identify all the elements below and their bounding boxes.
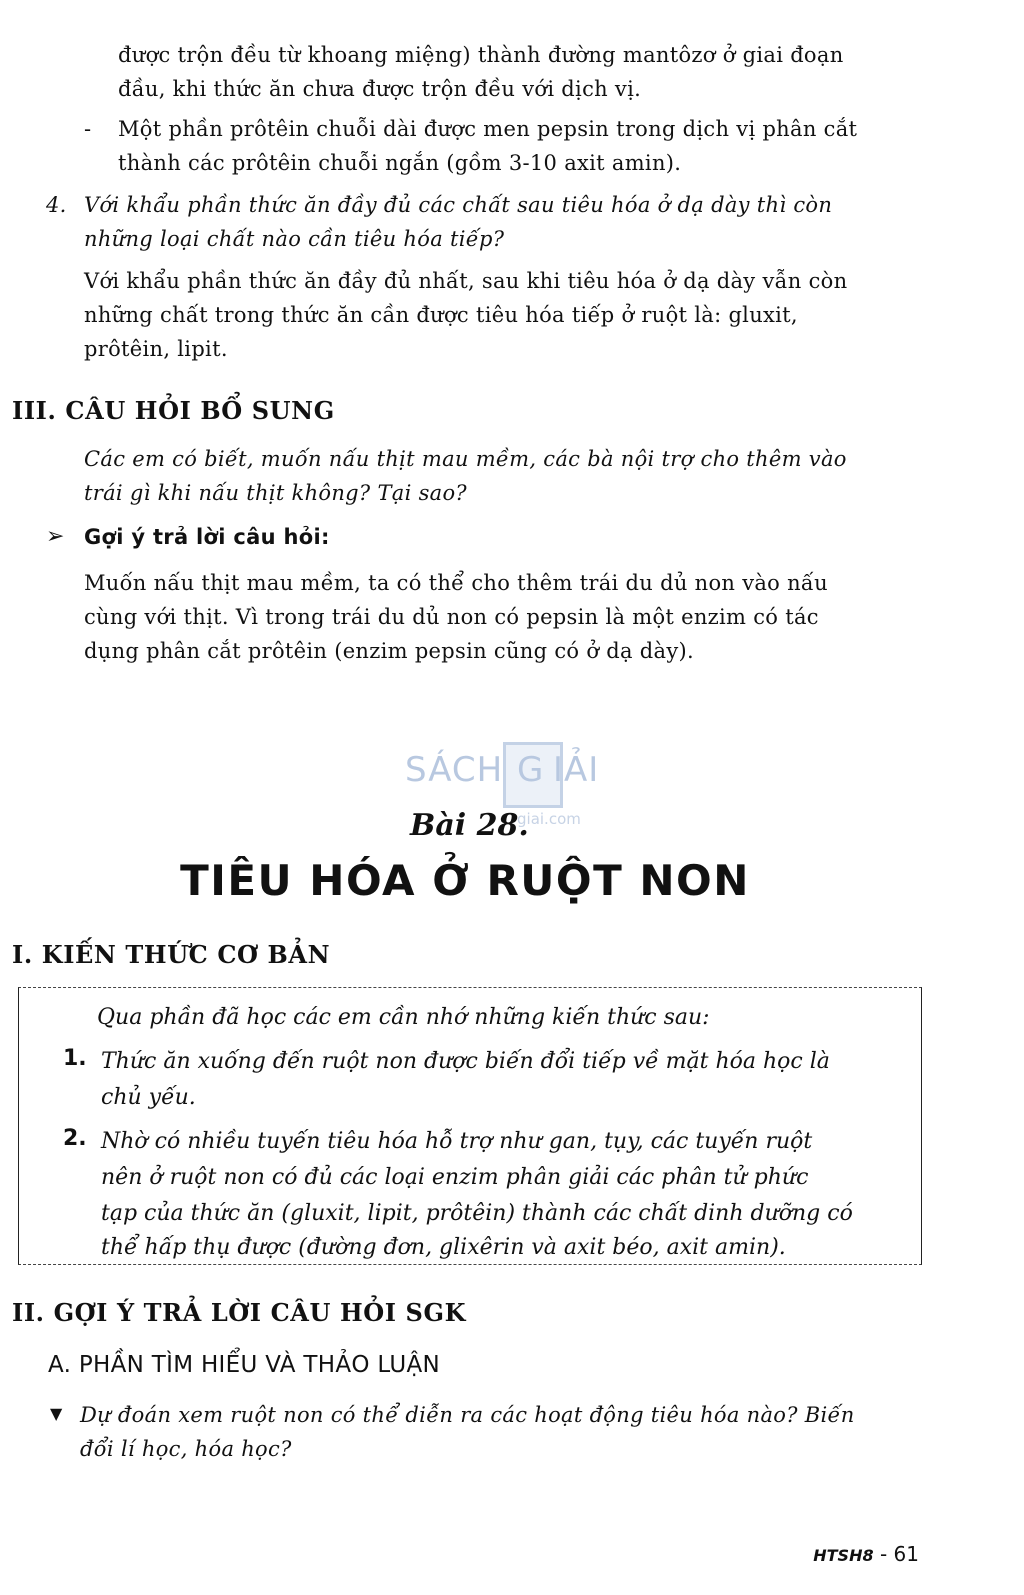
- watermark-text: G: [517, 750, 545, 790]
- item-number: 2.: [63, 1126, 87, 1151]
- box-line: thể hấp thụ được (đường đơn, glixêrin và axit béo, axit amin).: [101, 1235, 786, 1260]
- question-line: đổi lí học, hóa học?: [80, 1437, 292, 1461]
- watermark-text: IẢI: [553, 750, 600, 790]
- triangle-bullet-icon: ▼: [50, 1404, 63, 1423]
- answer-line: dụng phân cắt prôtêin (enzim pepsin cũng có ở dạ dày).: [84, 639, 694, 663]
- question-line: Các em có biết, muốn nấu thịt mau mềm, các bà nội trợ cho thêm vào: [84, 447, 847, 471]
- answer-line: những chất trong thức ăn cần được tiêu hóa tiếp ở ruột là: gluxit,: [84, 303, 798, 327]
- knowledge-box: [18, 987, 922, 1265]
- subsection-heading: A. PHẦN TÌM HIỂU VÀ THẢO LUẬN: [48, 1352, 441, 1378]
- text-line: đầu, khi thức ăn chưa được trộn đều với dịch vị.: [118, 77, 642, 101]
- list-dash: -: [84, 117, 92, 141]
- footer-separator: -: [873, 1542, 894, 1566]
- box-line: nên ở ruột non có đủ các loại enzim phân giải các phân tử phức: [101, 1165, 809, 1190]
- box-line: tạp của thức ăn (gluxit, lipit, prôtêin) thành các chất dinh dưỡng có: [101, 1201, 853, 1226]
- question-line: những loại chất nào cần tiêu hóa tiếp?: [84, 227, 505, 251]
- item-number: 1.: [63, 1046, 87, 1071]
- lesson-title: TIÊU HÓA Ở RUỘT NON: [180, 856, 750, 905]
- page-number: 61: [893, 1542, 919, 1566]
- section-heading: III. CÂU HỎI BỔ SUNG: [12, 396, 335, 425]
- question-number: 4.: [46, 193, 67, 217]
- text-line: thành các prôtêin chuỗi ngắn (gồm 3-10 axit amin).: [118, 151, 682, 175]
- book-code: HTSH8: [813, 1546, 874, 1565]
- box-line: Thức ăn xuống đến ruột non được biến đổi tiếp về mặt hóa học là: [101, 1049, 830, 1074]
- lesson-label: Bài 28.: [410, 808, 529, 843]
- hint-label: Gợi ý trả lời câu hỏi:: [84, 525, 330, 549]
- question-line: trái gì khi nấu thịt không? Tại sao?: [84, 481, 467, 505]
- question-line: Với khẩu phần thức ăn đầy đủ các chất sau tiêu hóa ở dạ dày thì còn: [84, 193, 833, 217]
- page-footer: [813, 1542, 919, 1566]
- arrow-bullet-icon: ➢: [46, 524, 65, 549]
- box-intro: Qua phần đã học các em cần nhớ những kiến thức sau:: [97, 1005, 710, 1030]
- section-heading: I. KIẾN THỨC CƠ BẢN: [12, 940, 331, 969]
- section-heading: II. GỢI Ý TRẢ LỜI CÂU HỎI SGK: [12, 1298, 467, 1327]
- box-line: chủ yếu.: [101, 1085, 196, 1110]
- answer-line: Muốn nấu thịt mau mềm, ta có thể cho thêm trái du dủ non vào nấu: [84, 571, 828, 595]
- watermark-url: giai.com: [517, 810, 581, 828]
- watermark-text: SÁCH: [405, 750, 504, 790]
- text-line: được trộn đều từ khoang miệng) thành đường mantôzơ ở giai đoạn: [118, 43, 844, 67]
- answer-line: prôtêin, lipit.: [84, 337, 228, 361]
- question-line: Dự đoán xem ruột non có thể diễn ra các hoạt động tiêu hóa nào? Biến: [80, 1403, 855, 1427]
- answer-line: cùng với thịt. Vì trong trái du dủ non có pepsin là một enzim có tác: [84, 605, 819, 629]
- text-line: Một phần prôtêin chuỗi dài được men pepsin trong dịch vị phân cắt: [118, 117, 858, 141]
- box-line: Nhờ có nhiều tuyến tiêu hóa hỗ trợ như gan, tụy, các tuyến ruột: [101, 1129, 813, 1154]
- answer-line: Với khẩu phần thức ăn đầy đủ nhất, sau khi tiêu hóa ở dạ dày vẫn còn: [84, 269, 848, 293]
